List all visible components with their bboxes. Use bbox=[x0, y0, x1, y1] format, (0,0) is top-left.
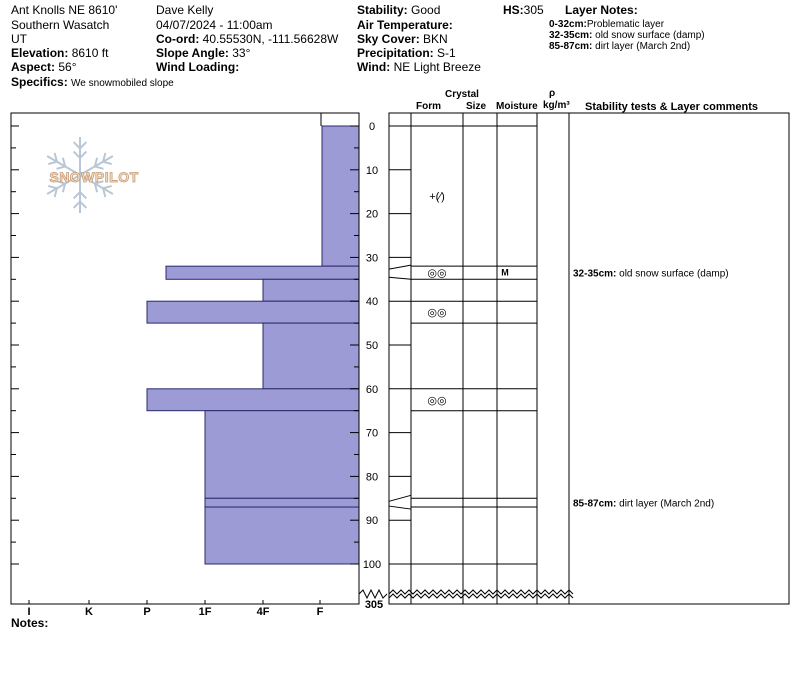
coord-label: Co-ord: bbox=[156, 32, 200, 46]
density-unit-header: kg/m³ bbox=[543, 100, 570, 111]
sky-value: BKN bbox=[423, 32, 448, 46]
depth-tick-label: 60 bbox=[365, 383, 379, 396]
rho-header: ρ bbox=[549, 88, 556, 99]
moisture-mark: M bbox=[501, 267, 509, 278]
precip-label: Precipitation: bbox=[357, 46, 434, 60]
hardness-tick-label: P bbox=[143, 606, 151, 618]
hs-value: 305 bbox=[523, 3, 544, 17]
coord-value: 40.55530N, -111.56628W bbox=[202, 32, 339, 46]
layer-panel-border bbox=[389, 113, 789, 604]
hardness-bar bbox=[263, 323, 359, 389]
moisture-header: Moisture bbox=[496, 101, 538, 112]
hardness-bar bbox=[147, 301, 359, 323]
flake-branch bbox=[103, 186, 112, 188]
grain-form-symbol: ◎◎ bbox=[427, 267, 447, 280]
precip-value: S-1 bbox=[437, 46, 456, 60]
layer-connector bbox=[389, 506, 411, 509]
flake-branch bbox=[48, 162, 57, 164]
depth-tick-label: 20 bbox=[365, 208, 379, 221]
layer-comment: 85-87cm: dirt layer (March 2nd) bbox=[573, 498, 715, 510]
size-header: Size bbox=[466, 101, 487, 112]
hardness-tick-label: F bbox=[316, 606, 324, 618]
layer-connector bbox=[389, 277, 411, 279]
flake-branch bbox=[48, 186, 57, 188]
hardness-bar bbox=[205, 498, 359, 507]
chart-frame bbox=[11, 113, 789, 604]
layer-note: 85-87cm: dirt layer (March 2nd) bbox=[549, 41, 691, 52]
hardness-tick-label: 1F bbox=[198, 606, 212, 618]
hardness-bars bbox=[147, 126, 359, 564]
hardness-tick-label: 4F bbox=[256, 606, 270, 618]
layer-marks bbox=[427, 191, 728, 510]
depth-break-left bbox=[359, 590, 387, 598]
depth-tick-label: 70 bbox=[365, 427, 379, 440]
layer-note: 32-35cm: old snow surface (damp) bbox=[549, 30, 705, 41]
hardness-bar bbox=[205, 507, 359, 564]
stability-value: Good bbox=[411, 3, 441, 17]
logo-text: SNOWPILOT bbox=[49, 169, 139, 185]
form-header: Form bbox=[416, 101, 441, 112]
elevation-value: 8610 ft bbox=[71, 46, 109, 60]
observer: Dave Kelly bbox=[156, 3, 214, 17]
aspect-value: 56° bbox=[58, 60, 77, 74]
layer-comment: 32-35cm: old snow surface (damp) bbox=[573, 268, 729, 280]
hardness-bar bbox=[205, 411, 359, 499]
layer-notes-title: Layer Notes: bbox=[565, 3, 638, 17]
flake-branch bbox=[103, 162, 112, 164]
datetime: 04/07/2024 - 11:00am bbox=[156, 18, 273, 32]
air-temp-label: Air Temperature: bbox=[357, 18, 453, 32]
wind-value: NE Light Breeze bbox=[393, 60, 481, 74]
layer-connector bbox=[389, 265, 411, 269]
state: UT bbox=[11, 32, 27, 46]
grain-form-symbol: ◎◎ bbox=[427, 394, 447, 407]
depth-tick-label: 80 bbox=[365, 471, 379, 484]
depth-tick-label: 10 bbox=[365, 164, 379, 177]
wind-loading-label: Wind Loading: bbox=[156, 60, 240, 74]
location: Ant Knolls NE 8610' bbox=[11, 3, 118, 17]
hardness-bar bbox=[263, 279, 359, 301]
hardness-bar bbox=[322, 126, 359, 266]
snowpilot-logo bbox=[47, 137, 139, 213]
depth-tick-label: 0 bbox=[368, 121, 376, 133]
stability-label: Stability: bbox=[357, 3, 408, 17]
layer-connector bbox=[389, 495, 411, 501]
depth-tick-label: 40 bbox=[365, 296, 379, 309]
depth-tick-label: 30 bbox=[365, 252, 379, 265]
depth-tick-label: 90 bbox=[365, 515, 379, 528]
layer-note: 0-32cm:Problematic layer bbox=[549, 19, 665, 30]
hardness-tick-label: K bbox=[85, 606, 93, 618]
aspect-label: Aspect: bbox=[11, 60, 56, 74]
depth-tick-label: 100 bbox=[362, 559, 382, 571]
wind-label: Wind: bbox=[357, 60, 391, 74]
crystal-header: Crystal bbox=[445, 89, 479, 100]
sky-label: Sky Cover: bbox=[357, 32, 420, 46]
depth-break-label: 305 bbox=[364, 599, 384, 611]
depth-break-2 bbox=[389, 594, 573, 598]
hardness-bar bbox=[166, 266, 359, 279]
range: Southern Wasatch bbox=[11, 18, 110, 32]
grain-form-symbol: +(⁄) bbox=[429, 191, 445, 204]
specifics-label: Specifics: bbox=[11, 75, 68, 89]
hardness-tick-label: I bbox=[27, 606, 31, 618]
slope-label: Slope Angle: bbox=[156, 46, 229, 60]
specifics-value: We snowmobiled slope bbox=[71, 78, 174, 89]
hardness-axis bbox=[27, 600, 323, 618]
slope-value: 33° bbox=[232, 46, 251, 60]
hardness-bar bbox=[147, 389, 359, 411]
hs-label: HS: bbox=[503, 3, 524, 17]
comments-header: Stability tests & Layer comments bbox=[585, 101, 759, 113]
notes-label: Notes: bbox=[11, 616, 49, 630]
elevation-label: Elevation: bbox=[11, 46, 69, 60]
depth-tick-label: 50 bbox=[365, 340, 379, 352]
grain-form-symbol: ◎◎ bbox=[427, 307, 447, 320]
